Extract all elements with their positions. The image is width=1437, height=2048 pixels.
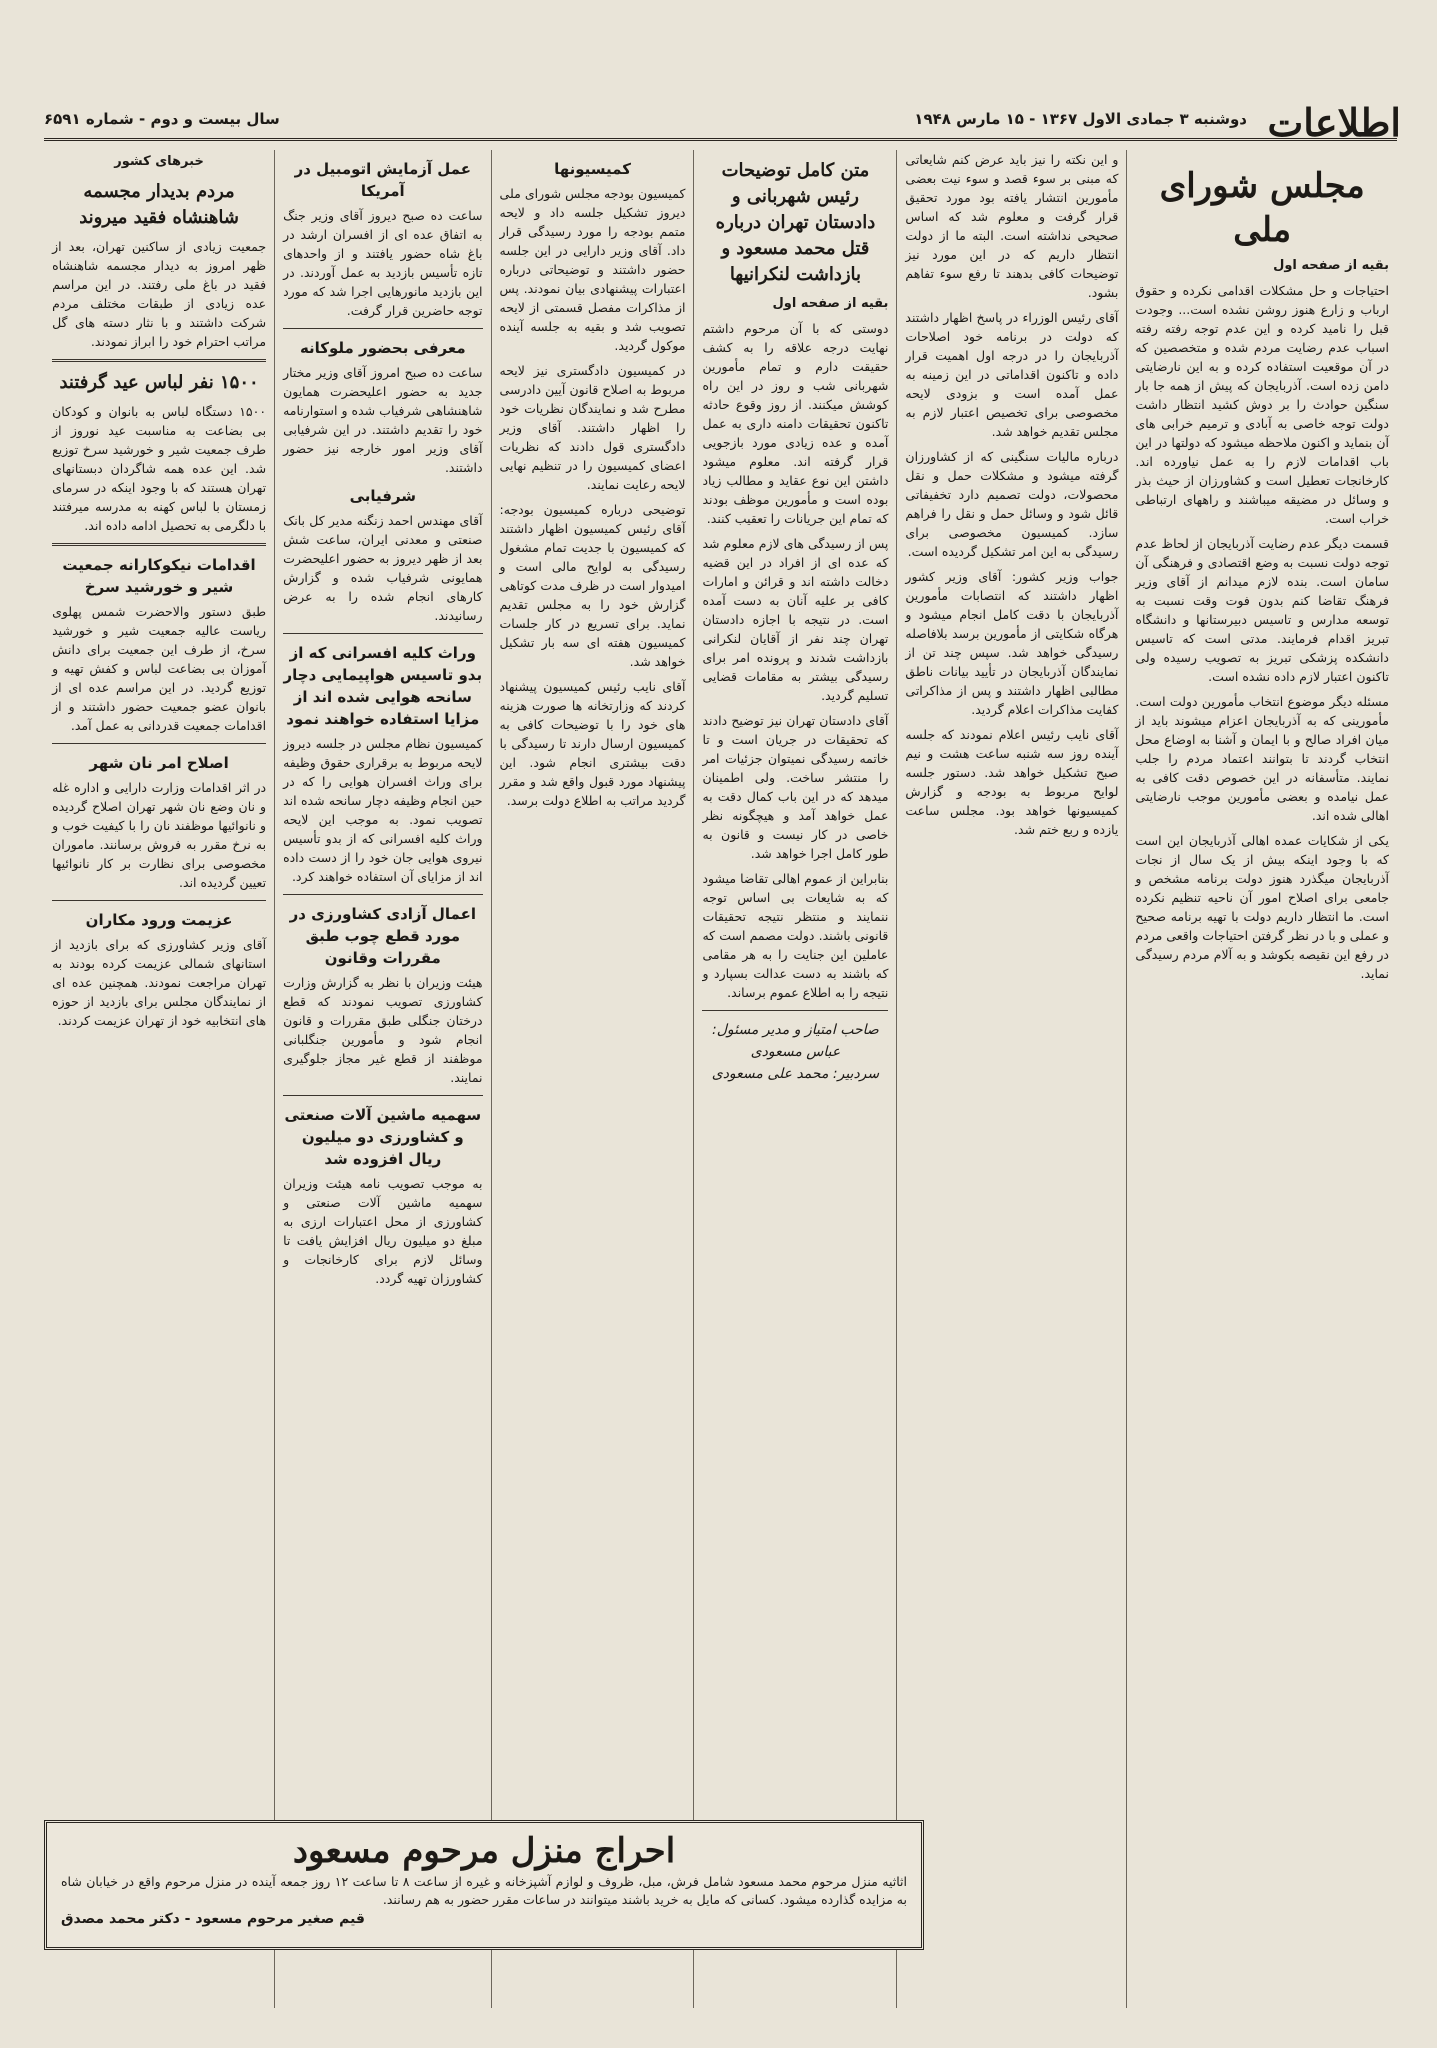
committees-paragraph-4: آقای نایب رئیس کمیسیون پیشنهاد کردند که وزارتخانه ها صورت هزینه های خود را با توضیحات کافی به کمیسیون ارسال دارند تا رسیدگی با دقت بیشتری انجام شود. این پیشنهاد مورد قبول واقع شد و مقرر گردید مراتب به اطلاع دولت برسد. (499, 679, 686, 808)
signature-editor: سردبیر: محمد علی مسعودی (711, 1066, 880, 1082)
debate-paragraph-4: جواب وزیر کشور: آقای وزیر کشور اظهار داشتند که انتصابات مأمورین آذربایجان با دقت کامل انجام میشود و هرگاه شکایتی از مأمورین برسد بلافاصله رسیدگی خواهد شد. سپس چند تن از نمایندگان آذربایجان در تأیید بیانات ناطق مطالبی اظهار داشتند و پس از مذاکراتی کفایت مذاکرات اعلام گردید. (905, 569, 1119, 717)
explain-paragraph-1: دوستی که با آن مرحوم داشتم نهایت درجه علاقه را به کشف حقیقت دارم و تمام مأمورین شهربانی شب و روز در این راه کوشش میکنند. از روز وقوع حادثه تاکنون تحقیقات دامنه داری به عمل آمده و عده زیادی مورد بازجویی قرار گرفته اند. معلوم میشود داشتن این نوع عقاید و مطالب زیاد بوده است و مأمورین موظف بودند که تمام این جریانات را تعقیب کنند. (702, 321, 889, 526)
divider (283, 894, 482, 895)
news-paragraph-5: هیئت وزیران با نظر به گزارش وزارت کشاورزی تصویب نمودند که قطع درختان جنگلی طبق مقررات و قانون انجام شود و مأمورین جنگلبانی موظفند از قطع غیر مجاز جلوگیری نمایند. (283, 975, 483, 1085)
signature-block (702, 1019, 888, 1085)
debate-paragraph-2: آقای رئیس الوزراء در پاسخ اظهار داشتند که دولت در برنامه خود اصلاحات آذربایجان را در درجه اول اهمیت قرار داده و تاکنون اقداماتی در این زمینه به عمل آمده است و بزودی لایحه مخصوصی برای تخصیص اعتبار لازم به مجلس تقدیم خواهد شد. (905, 310, 1119, 439)
signature-publisher: صاحب امتیاز و مدیر مسئول: عباس مسعودی (712, 1022, 879, 1060)
masthead-logo: اطلاعات (1267, 100, 1401, 145)
column-debate (896, 150, 1126, 2008)
news-headline-2: معرفی بحضور ملوکانه (299, 339, 466, 357)
committees-paragraph-1: کمیسیون بودجه مجلس شورای ملی دیروز تشکیل جلسه داد و لایحه متمم بودجه را مورد رسیدگی قرار داد. آقای وزیر دارایی در این جلسه حضور داشتند و توضیحاتی درباره اعتبارات پیشنهادی بیان نمودند. پس از مذاکرات مفصل قسمتی از لایحه تصویب شد و بقیه به جلسه آینده موکول گردید. (499, 186, 686, 353)
news-headline-5: اعمال آزادی کشاورزی در مورد قطع چوب طبق مقررات وقانون (289, 905, 476, 967)
majlis-subtitle: بقیه از صفحه اول (1273, 258, 1389, 273)
country-headline-1: مردم بدیدار مجسمه شاهنشاه فقید میروند (79, 181, 239, 228)
country-paragraph-5: آقای وزیر کشاورزی که برای بازدید از استانهای شمالی عزیمت کرده بودند به تهران مراجعت نمودند. همچنین عده ای از نمایندگان مجلس برای بازدید از حوزه های انتخابیه خود از تهران عزیمت کردند. (52, 937, 267, 1028)
debate-paragraph-1: و این نکته را نیز باید عرض کنم شایعاتی که مبنی بر سوء قصد و سوء نیت بعضی مأمورین انتشار یافته بود مورد تحقیق قرار گرفت و معلوم شد که اساس صحیحی نداشته است. البته ما از دولت انتظار داریم که در این مورد نیز توضیحات کافی بدهند تا رفع سوء تفاهم بشود. (905, 152, 1119, 300)
majlis-paragraph-3: مسئله دیگر موضوع انتخاب مأمورین دولت است. مأمورینی که به آذربایجان اعزام میشوند باید از میان افراد صالح و با ایمان و آشنا به اوضاع محل انتخاب گردند تا بتوانند اعتماد مردم را جلب نمایند. متأسفانه در این خصوص دقت کافی به عمل نیامده و بعضی مأمورین موجب نارضایتی اهالی شده اند. (1135, 694, 1389, 823)
explain-paragraph-3: آقای دادستان تهران نیز توضیح دادند که تحقیقات در جریان است و تا خاتمه رسیدگی نمیتوان جزئیات امر را منتشر ساخت. ولی اطمینان میدهد که در این باب کمال دقت به عمل خواهد آمد و هیچگونه نظر خاصی در کار نیست و قانون به طور کامل اجرا خواهد شد. (702, 713, 889, 861)
column-majlis (1126, 150, 1397, 2008)
divider (52, 900, 266, 901)
divider (283, 328, 482, 329)
majlis-paragraph-4: یکی از شکایات عمده اهالی آذربایجان این است که با وجود اینکه بیش از یک سال از نجات آذربایجان میگذرد هنوز دولت برنامه مشخص و جامعی برای اصلاح امور آن ناحیه تنظیم نکرده است. ما انتظار داریم دولت با تهیه برنامه صحیح و عملی و با در نظر گرفتن احتیاجات واقعی مردم در رفع این نقیصه بکوشد و به آلام مردم رسیدگی نماید. (1135, 833, 1389, 981)
committees-paragraph-2: در کمیسیون دادگستری نیز لایحه مربوط به اصلاح قانون آیین دادرسی مطرح شد و نمایندگان نظریات خود را اظهار داشتند. آقای وزیر دادگستری قول دادند که نظریات اعضای کمیسیون را در تنظیم نهایی لایحه رعایت نمایند. (499, 363, 686, 492)
column-country (44, 150, 274, 2008)
column-explain (693, 150, 896, 2008)
issue-number: سال بیست و دوم - شماره ۶۵۹۱ (44, 110, 280, 128)
explain-headline: متن کامل توضیحات رئیس شهربانی و دادستان تهران درباره قتل محمد مسعود و بازداشت لنکرانیها (715, 160, 876, 285)
divider (283, 1095, 482, 1096)
country-kicker: خبرهای کشور (114, 154, 204, 169)
explain-paragraph-4: بنابراین از عموم اهالی تقاضا میشود که به شایعات بی اساس توجه ننمایند و منتظر نتیجه تحقیقات قانونی باشند. دولت مصمم است که عاملین این جنایت را به هر مقامی که باشند به دست عدالت بسپارد و نتیجه را به اطلاع عموم برساند. (702, 871, 889, 1000)
explain-subtitle: بقیه از صفحه اول (772, 296, 889, 311)
auction-title: احراج منزل مرحوم مسعود (292, 1831, 676, 1871)
divider (52, 743, 266, 744)
news-headline-1: عمل آزمایش اتومبیل در آمریکا (294, 160, 471, 200)
country-headline-5: عزیمت ورود مکاران (85, 911, 233, 929)
column-committees (491, 150, 694, 2008)
news-paragraph-6: به موجب تصویب نامه هیئت وزیران سهمیه ماشین آلات صنعتی و کشاورزی از محل اعتبارات ارزی به مبلغ دو میلیون ریال افزایش یافت تا وسائل لازم برای کارخانجات و کشاورزان تهیه گردد. (283, 1176, 483, 1286)
committees-paragraph-3: توضیحی درباره کمیسیون بودجه: آقای رئیس کمیسیون اظهار داشتند که کمیسیون با جدیت تمام مشغول رسیدگی به لوایح مالی است و امیدوار است در ظرف مدت کوتاهی گزارش خود را به مجلس تقدیم نماید. برای تسریع در کار جلسات کمیسیون هفته ای سه بار تشکیل خواهد شد. (499, 502, 686, 669)
country-headline-4: اصلاح امر نان شهر (89, 754, 229, 772)
header-bar (44, 100, 1397, 141)
news-paragraph-3: آقای مهندس احمد زنگنه مدیر کل بانک صنعتی و معدنی ایران، ساعت شش بعد از ظهر دیروز به حضور اعلیحضرت همایونی شرفیاب شده و گزارش کارهای انجام شده را به عرض رسانیدند. (283, 513, 483, 623)
auction-notice (44, 1820, 924, 1950)
explain-paragraph-2: پس از رسیدگی های لازم معلوم شد که عده ای از افراد در این قضیه دخالت داشته اند و قرائن و امارات کافی بر علیه آنان به دست آمده است. در نتیجه با اجازه دادستان تهران چند نفر از آقایان لنکرانی بازداشت شدند و پرونده امر برای رسیدگی بیشتر به مقامات قضایی تسلیم گردید. (702, 536, 889, 703)
majlis-paragraph-2: قسمت دیگر عدم رضایت آذربایجان از لحاظ عدم توجه دولت نسبت به وضع اقتصادی و فرهنگی آن سامان است. بنده لازم میدانم از آقای وزیر فرهنگ تقاضا کنم بدون فوت وقت نسبت به توسعه مدارس و تاسیس دبیرستانها و دانشگاه تبریز اقدام فرمایند. مدتی است که تاسیس دانشکده پزشکی تبریز به تصویب رسیده ولی تاکنون اعتبار لازم داده نشده است. (1135, 536, 1389, 684)
news-headline-3: شرفیابی (349, 487, 417, 505)
column-news (274, 150, 490, 2008)
news-headline-4: وراث کلیه افسرانی که از بدو تاسیس هواپیمایی دچار سانحه هوایی شده اند از مزایا استفاده خواهند نمود (283, 644, 483, 728)
news-paragraph-2: ساعت ده صبح امروز آقای وزیر مختار جدید به حضور اعلیحضرت همایون شاهنشاهی شرفیاب شده و استوارنامه خود را تقدیم داشتند. در این شرفیابی آقای وزیر امور خارجه نیز حضور داشتند. (283, 365, 483, 475)
news-paragraph-1: ساعت ده صبح دیروز آقای وزیر جنگ به اتفاق عده ای از افسران ارشد در باغ شاه حضور یافتند و از واحدهای تازه تأسیس بازدید به عمل آوردند. در این بازدید مانورهایی اجرا شد که مورد توجه حاضرین قرار گرفت. (283, 208, 483, 318)
country-paragraph-3: طبق دستور والاحضرت شمس پهلوی ریاست عالیه جمعیت شیر و خورشید سرخ، از طرف این جمعیت برای دانش آموزان بی بضاعت لباس و کفش تهیه و توزیع گردید. در این مراسم عده ای از بانوان عضو جمعیت حضور داشتند و از اقدامات جمعیت قدردانی به عمل آمد. (52, 604, 267, 733)
country-headline-3: اقدامات نیکوکارانه جمعیت شیر و خورشید سرخ (62, 556, 256, 596)
majlis-headline: مجلس شورای ملی (1159, 166, 1365, 250)
country-headline-2: ۱۵۰۰ نفر لباس عید گرفتند (59, 372, 259, 393)
country-paragraph-2: ۱۵۰۰ دستگاه لباس به بانوان و کودکان بی بضاعت به مناسبت عید نوروز از طرف جمعیت شیر و خورشید سرخ توزیع شد. این عده همه شاگردان دبستانهای تهران هستند که با وجود اینکه در سرمای زمستان با لباس کهنه به مدرسه میرفتند با دلگرمی به تحصیل ادامه داده اند. (52, 404, 267, 533)
news-paragraph-4: کمیسیون نظام مجلس در جلسه دیروز لایحه مربوط به برقراری حقوق وظیفه برای وراث افسران هوایی را که در حین انجام وظیفه دچار سانحه شده اند تصویب نمود. به موجب این لایحه وراث کلیه افسرانی که از بدو تأسیس نیروی هوایی جان خود را از دست داده اند از مزایای آن استفاده خواهند کرد. (283, 736, 483, 884)
majlis-paragraph-1: احتیاجات و حل مشکلات اقدامی نکرده و حقوق ارباب و زارع هنوز روشن نشده است... وجودت قبل را نامید کرده و این عدم توجه رفته رفته اسباب عدم رضایت مردم شده و متخصصین که در آن موقعیت استفاده کرده و به این نارضایتی دامن زده است. آذربایجان که پیش از همه جا بار سنگین حوادث را بر دوش کشید انتظار داشت دولت توجه خاصی به آبادی و ترمیم خرابی های آن بنماید و اکنون ملاحظه میشود که دولتها در این باب اقدامات لازم را به عمل نیاورده اند. کارخانجات تعطیل است و کشاورزان از حیث بذر و وسائل در مضیقه میباشند و راههای ارتباطی خراب است. (1135, 283, 1389, 526)
auction-signature: قیم صغیر مرحوم مسعود - دکتر محمد مصدق (61, 1911, 365, 1927)
news-headline-6: سهمیه ماشین آلات صنعتی و کشاورزی دو میلیون ریال افزوده شد (284, 1106, 482, 1168)
divider (52, 543, 266, 546)
debate-paragraph-5: آقای نایب رئیس اعلام نمودند که جلسه آینده روز سه شنبه ساعت هشت و نیم صبح تشکیل خواهد شد. دستور جلسه لوایح مربوط به بودجه و گزارش کمیسیونها خواهد بود. مجلس ساعت یازده و ربع ختم شد. (905, 727, 1119, 837)
columns (44, 150, 1397, 2008)
issue-date: دوشنبه ۳ جمادی الاول ۱۳۶۷ - ۱۵ مارس ۱۹۴۸ (914, 110, 1247, 128)
divider (52, 359, 266, 362)
divider (283, 633, 482, 634)
auction-text: اثاثیه منزل مرحوم محمد مسعود شامل فرش، مبل، ظروف و لوازم آشپزخانه و غیره از ساعت ۸ تا ساعت ۱۲ روز جمعه آینده در منزل مرحوم واقع در خیابان شاه به مزایده گذارده میشود. کسانی که مایل به خرید باشند میتوانند در ساعات مقرر حضور به هم رسانند. (61, 1874, 907, 1907)
country-paragraph-1: جمعیت زیادی از ساکنین تهران، بعد از ظهر امروز به دیدار مجسمه شاهنشاه فقید در باغ ملی رفتند. در این مراسم عده زیادی از طبقات مختلف مردم شرکت داشتند و با نثار دسته های گل مراتب احترام خود را ابراز نمودند. (52, 239, 267, 349)
debate-paragraph-3: درباره مالیات سنگینی که از کشاورزان گرفته میشود و مشکلات حمل و نقل محصولات، دولت تصمیم دارد تخفیفاتی قائل شود و وسائل حمل و نقل را فراهم سازد. کمیسیون مخصوصی برای رسیدگی به این امر تشکیل گردیده است. (905, 449, 1119, 559)
country-paragraph-4: در اثر اقدامات وزارت دارایی و اداره غله و نان وضع نان شهر تهران اصلاح گردیده و نانوائیها موظفند نان را با کیفیت خوب و به نرخ مقرر به فروش برسانند. ماموران مخصوصی برای نظارت بر کار نانوائیها تعیین گردیده اند. (52, 780, 267, 890)
divider (702, 1010, 888, 1011)
committees-headline: کمیسیونها (554, 160, 631, 178)
